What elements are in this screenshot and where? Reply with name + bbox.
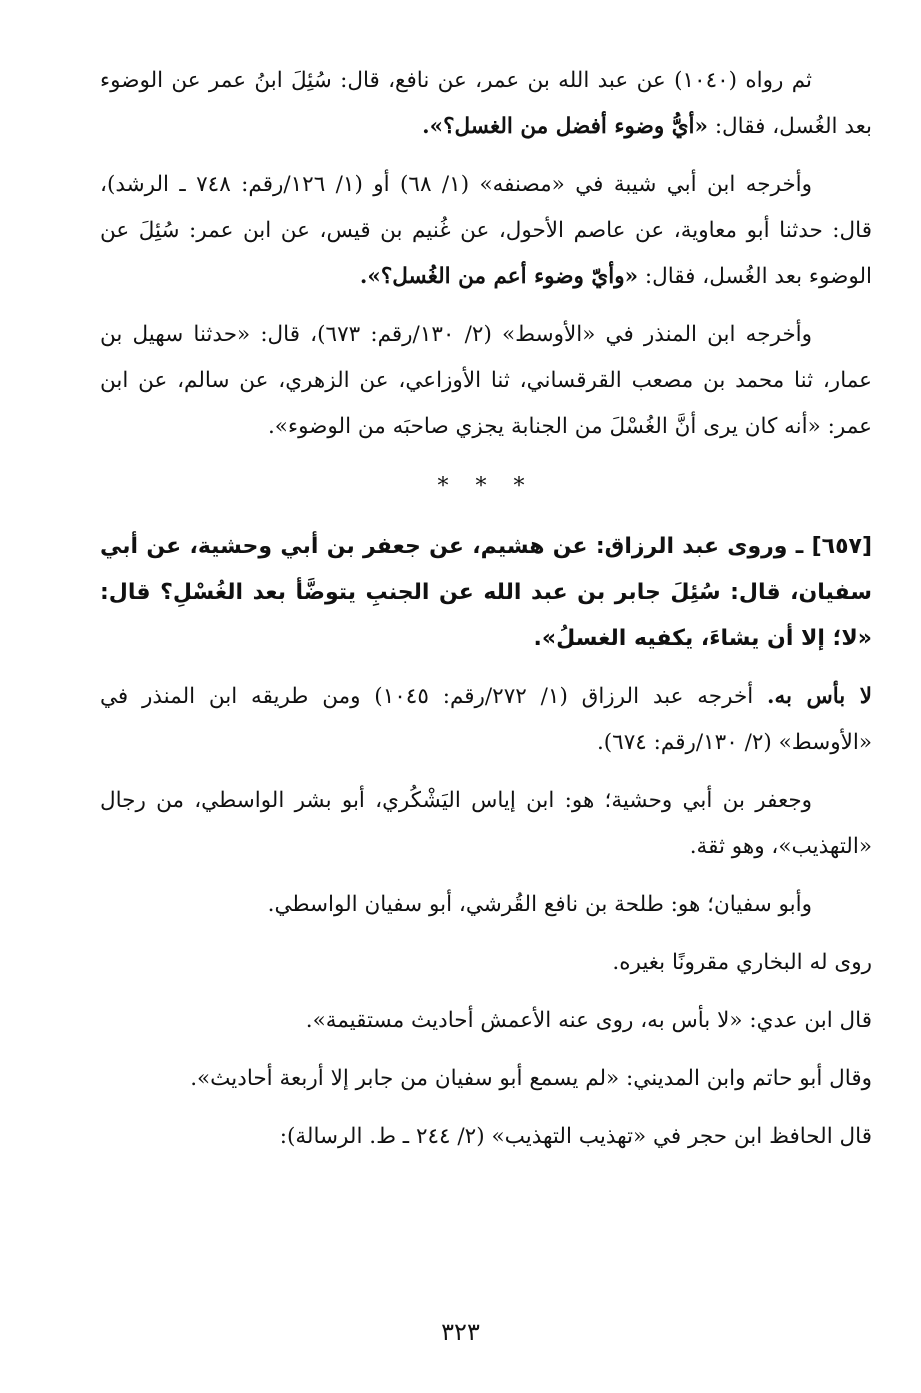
paragraph-jafar [100, 778, 872, 870]
paragraph-ibn-hajar [100, 1114, 872, 1160]
paragraph-ibn-adi [100, 998, 872, 1044]
paragraph-text: أخرجه عبد الرزاق (١/ ٢٧٢/رقم: ١٠٤٥) ومن طريقه ابن المنذر في «الأوسط» (٢/ ١٣٠/رقم: ٦٧٤). [100, 684, 872, 755]
paragraph-text: ثم رواه (١٠٤٠) عن عبد الله بن عمر، عن نافع، قال: سُئِلَ ابنُ عمر عن الوضوء بعد الغُسل، فقال: [100, 68, 872, 139]
bold-quote: «أيُّ وضوء أفضل من الغسل؟». [422, 114, 708, 139]
paragraph-text: وأبو سفيان؛ هو: طلحة بن نافع القُرشي، أبو سفيان الواسطي. [267, 892, 812, 917]
paragraph-narration-ibn-umar [100, 58, 872, 150]
paragraph-abu-hatim [100, 1056, 872, 1102]
paragraph-text: وأخرجه ابن المنذر في «الأوسط» (٢/ ١٣٠/رقم: ٦٧٣)، قال: «حدثنا سهيل بن عمار، ثنا محمد بن مصعب القرقساني، ثنا الأوزاعي، عن الزهري، عن سالم، عن ابن عمر: «أنه كان يرى أنَّ الغُسْلَ من الجنابة يجزي صاحبَه من الوضوء». [100, 322, 872, 439]
hadith-657: [٦٥٧] ـ وروى عبد الرزاق: عن هشيم، عن جعفر بن أبي وحشية، عن أبي سفيان، قال: سُئِلَ جابر بن عبد الله عن الجنبِ يتوضَّأ بعد الغُسْلِ؟ قال: «لا؛ إلا أن يشاءَ، يكفيه الغسلُ». [100, 534, 872, 651]
paragraph-text: روى له البخاري مقرونًا بغيره. [612, 950, 872, 975]
section-separator: * * * [437, 474, 535, 499]
paragraph-text: وقال أبو حاتم وابن المديني: «لم يسمع أبو سفيان من جابر إلا أربعة أحاديث». [190, 1066, 872, 1091]
book-page [100, 58, 872, 1172]
paragraph-grading [100, 674, 872, 766]
paragraph-abu-sufyan [100, 882, 872, 928]
paragraph-ibn-abi-shaybah [100, 162, 872, 300]
page-number: ٣٢٣ [441, 1318, 480, 1346]
bold-quote: «وأيّ وضوء أعم من الغُسل؟». [359, 264, 639, 289]
paragraph-text: قال ابن عدي: «لا بأس به، روى عنه الأعمش أحاديث مستقيمة». [305, 1008, 872, 1033]
paragraph-text: وجعفر بن أبي وحشية؛ هو: ابن إياس اليَشْكُري، أبو بشر الواسطي، من رجال «التهذيب»، وهو ثقة. [100, 788, 872, 859]
paragraph-text: قال الحافظ ابن حجر في «تهذيب التهذيب» (٢/ ٢٤٤ ـ ط. الرسالة): [279, 1124, 872, 1149]
paragraph-ibn-al-mundhir [100, 312, 872, 450]
paragraph-text: وأخرجه ابن أبي شيبة في «مصنفه» (١/ ٦٨) أو (١/ ١٢٦/رقم: ٧٤٨ ـ الرشد)، قال: حدثنا أبو معاوية، عن عاصم الأحول، عن غُنيم بن قيس، عن ابن عمر: سُئِلَ عن الوضوء بعد الغُسل، فقال: [100, 172, 872, 289]
grading-lead: لا بأس به. [767, 684, 872, 709]
paragraph-bukhari [100, 940, 872, 986]
